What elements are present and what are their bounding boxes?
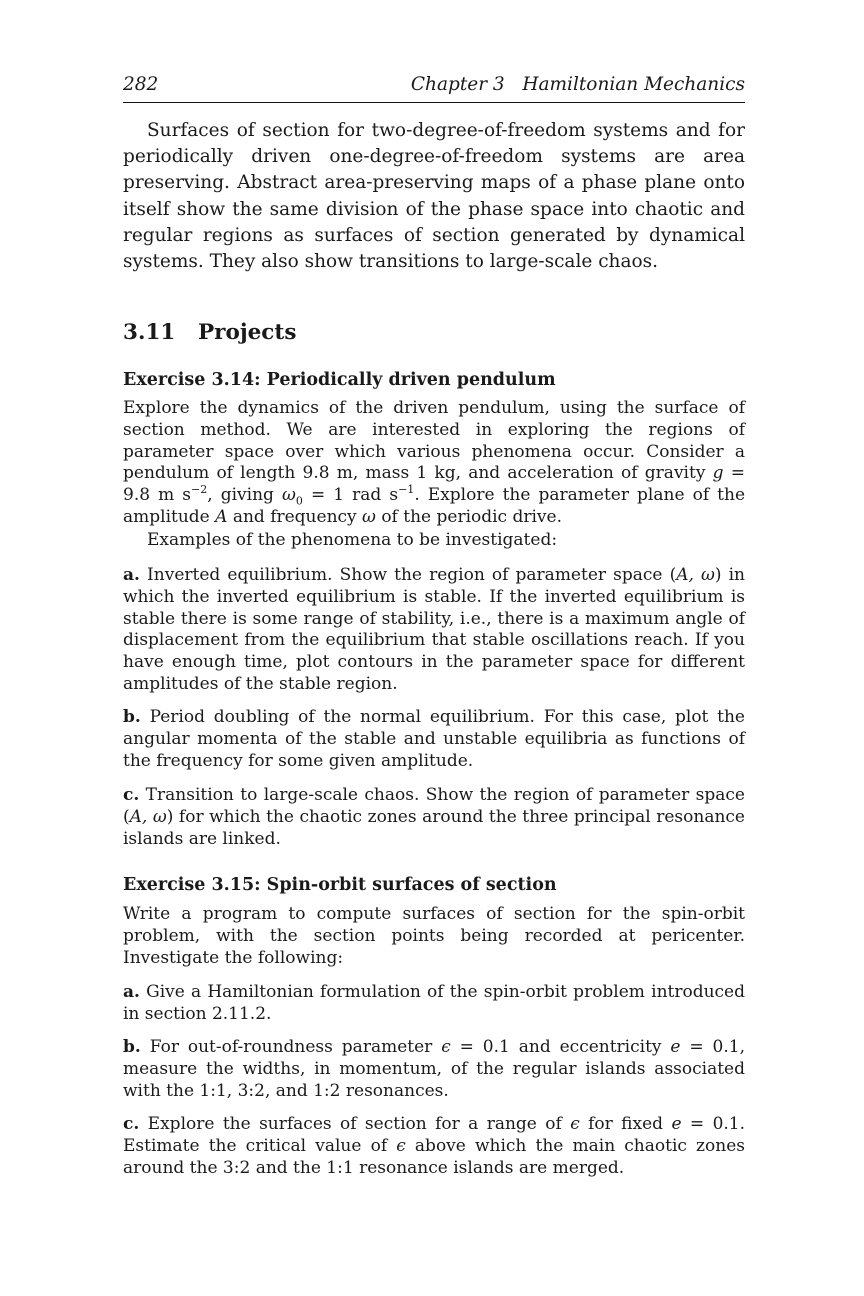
running-head: [123, 72, 745, 103]
exercise-3-14-heading: Exercise 3.14: Periodically driven pendulum: [123, 370, 556, 390]
exercise-3-14-item-b: b. Period doubling of the normal equilibrium. For this case, plot the angular momenta of the stable and unstable equilibria as functions of the frequency for some given amplitude.: [123, 707, 745, 771]
exercise-3-14-intro: Explore the dynamics of the driven pendulum, using the surface of section method. We are interested in exploring the regions of parameter space over which various phenomena occur. Consider a pendulum of length 9.8 m, mass 1 kg, and acceleration of gravity g = 9.8 m $s^{-2}$, giving $\omega_0 = 1$ rad $s^{-1}$. Explore the parameter plane of the amplitude A and frequency ω of the periodic drive.: [123, 398, 746, 527]
exercise-3-15-item-b: b. For out-of-roundness parameter ϵ = 0.1 and eccentricity e = 0.1, measure the widths, in momentum, of the regular islands associated with the 1:1, 3:2, and 1:2 resonances.: [123, 1037, 745, 1101]
section-title: Projects: [198, 320, 297, 345]
exercise-3-14-item-c: c. Transition to large-scale chaos. Show the region of parameter space (A, ω) for which the chaotic zones around the three principal resonance islands are linked.: [123, 785, 745, 849]
exercise-3-14-examples-lead: Examples of the phenomena to be investigated:: [147, 530, 558, 550]
exercise-3-14-item-a: a. Inverted equilibrium. Show the region of parameter space (A, ω) in which the inverted equilibrium is stable. If the inverted equilibrium is stable there is some range of stability, i.e., there is a maximum angle of displacement from the equilibrium that stable oscillations reach. If you have enough time, plot contours in the parameter space for different amplitudes of the stable region.: [123, 565, 746, 694]
exercise-3-15-item-a: a. Give a Hamiltonian formulation of the spin-orbit problem introduced in section 2.11.2.: [123, 982, 745, 1024]
exercise-3-15-intro: Write a program to compute surfaces of section for the spin-orbit problem, with the section points being recorded at pericenter. Investigate the following:: [123, 904, 745, 968]
exercise-3-15-item-c: c. Explore the surfaces of section for a range of ϵ for fixed e = 0.1. Estimate the critical value of ϵ above which the main chaotic zones around the 3:2 and the 1:1 resonance islands are merged.: [123, 1114, 746, 1178]
page-number: 282: [123, 74, 159, 95]
exercise-3-15-heading: Exercise 3.15: Spin-orbit surfaces of section: [123, 875, 557, 895]
intro-paragraph: Surfaces of section for two-degree-of-freedom systems and for periodically driven one-degree-of-freedom systems are area preserving. Abstract area-preserving maps of a phase plane onto itself show the same division of the phase space into chaotic and regular regions as surfaces of section generated by dynamical systems. They also show transitions to large-scale chaos.: [123, 120, 745, 273]
section-heading: [123, 320, 296, 345]
section-number: 3.11: [123, 320, 176, 345]
chapter-title: Chapter 3 Hamiltonian Mechanics: [410, 74, 745, 95]
